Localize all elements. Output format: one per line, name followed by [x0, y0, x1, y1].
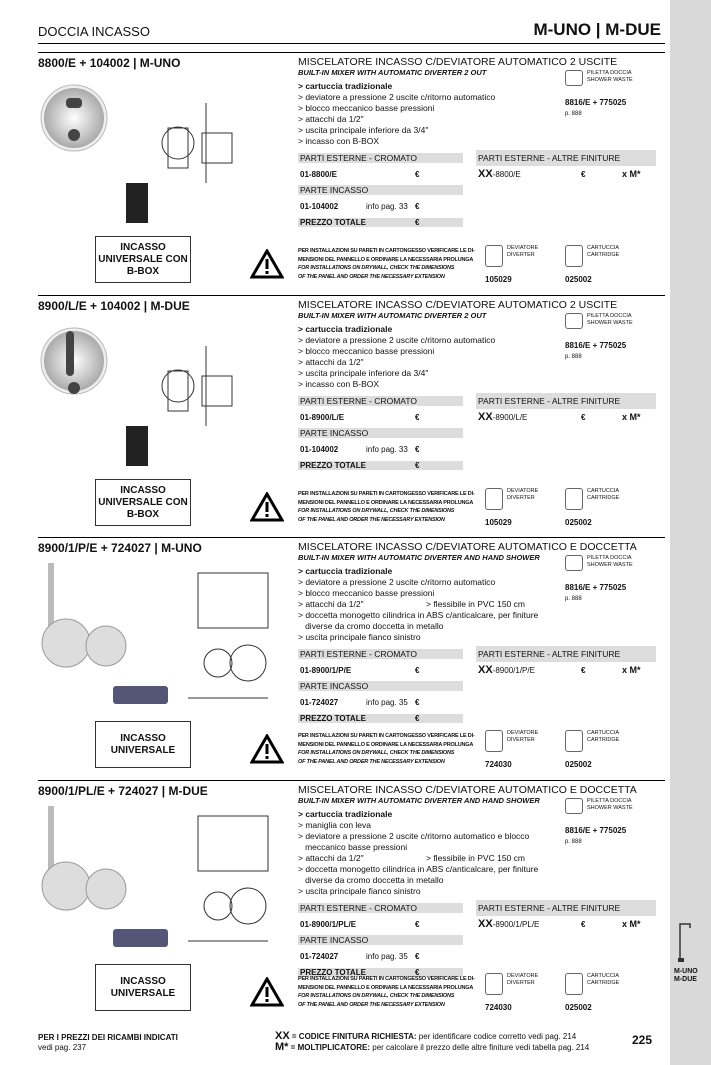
shower-code: 8816/E + 775025 — [565, 98, 627, 107]
cartridge-icon — [565, 973, 583, 995]
shower-waste-icon — [565, 798, 583, 814]
euro-sign: € — [581, 665, 586, 675]
product-title: MISCELATORE INCASSO C/DEVIATORE AUTOMATICO E DOCCETTA — [298, 784, 637, 796]
sidebar-tab — [670, 0, 711, 1065]
warning-text: PER INSTALLAZIONI SU PARETI IN CARTONGESSO VERIFICARE LE DI- — [298, 976, 475, 982]
cartridge-spare — [565, 245, 645, 287]
feature-text: > incasso con B-BOX — [298, 136, 380, 146]
product-section — [38, 295, 665, 538]
feature-text: > attacchi da 1/2" — [298, 357, 364, 367]
euro-sign: € — [415, 444, 420, 454]
warning-text: MENSIONI DEL PANNELLO E ORDINARE LA NECESSARIA PROLUNGA — [298, 984, 474, 991]
cartridge-spare — [565, 730, 645, 772]
feature-text: > uscita principale inferiore da 3/4" — [298, 125, 429, 135]
incasso-code: 01-724027 — [300, 951, 339, 961]
shower-label-en: SHOWER WASTE — [587, 804, 633, 811]
warning-text: MENSIONI DEL PANNELLO E ORDINARE LA NECESSARIA PROLUNGA — [298, 256, 474, 263]
product-section — [38, 537, 665, 780]
cartridge-code: 025002 — [565, 275, 592, 284]
product-subtitle: BUILT-IN MIXER WITH AUTOMATIC DIVERTER AND HAND SHOWER — [298, 553, 540, 562]
price-table — [298, 150, 665, 230]
warning-icon — [250, 977, 284, 1007]
cartridge-label: CARTUCCIA — [587, 730, 619, 736]
shower-label-it: PILETTA DOCCIA — [587, 555, 632, 561]
total-price-label: PREZZO TOTALE — [298, 461, 463, 470]
chrome-code: 01-8900/L/E — [300, 412, 345, 422]
total-price-label: PREZZO TOTALE — [298, 218, 463, 227]
price-table — [298, 900, 665, 980]
diverter-label-en: DIVERTER — [507, 736, 535, 743]
diverter-spare — [485, 245, 565, 287]
feature-text: meccanico basse pressioni — [298, 842, 408, 852]
incasso-badge: INCASSO UNIVERSALE CON B-BOX — [95, 479, 191, 526]
shower-code: 8816/E + 775025 — [565, 341, 627, 350]
multiplier: x M* — [622, 412, 641, 422]
footer-spares-title: PER I PREZZI DEI RICAMBI INDICATI — [38, 1033, 178, 1042]
cartridge-label-en: CARTRIDGE — [587, 494, 620, 501]
euro-sign: € — [415, 951, 420, 961]
chrome-code: 01-8900/1/PL/E — [300, 919, 357, 929]
warning-text-en: FOR INSTALLATIONS ON DRYWALL, CHECK THE DIMENSIONS — [298, 508, 455, 514]
total-price-label: PREZZO TOTALE — [298, 714, 463, 723]
feature-text: > attacchi da 1/2" — [298, 114, 364, 124]
euro-sign: € — [581, 919, 586, 929]
product-drawing — [38, 73, 293, 233]
drywall-warning — [250, 973, 480, 1015]
product-drawing — [38, 558, 293, 718]
feature-item — [298, 379, 665, 390]
product-title: MISCELATORE INCASSO C/DEVIATORE AUTOMATICO 2 USCITE — [298, 56, 618, 68]
euro-sign: € — [415, 919, 420, 929]
product-details — [298, 56, 665, 230]
diverter-code: 724030 — [485, 1003, 512, 1012]
drywall-warning — [250, 730, 480, 772]
cartridge-icon — [565, 245, 583, 267]
price-table — [298, 393, 665, 473]
shower-label-en: SHOWER WASTE — [587, 561, 633, 568]
incasso-code: 01-104002 — [300, 201, 339, 211]
euro-sign: € — [415, 412, 420, 422]
alt-code-text: -8800/E — [492, 170, 521, 179]
euro-sign: € — [415, 217, 420, 227]
diverter-code: 105029 — [485, 518, 512, 527]
diverter-label: DEVIATORE — [507, 973, 539, 979]
cartridge-code: 025002 — [565, 1003, 592, 1012]
product-subtitle: BUILT-IN MIXER WITH AUTOMATIC DIVERTER 2 OUT — [298, 311, 487, 320]
product-code-title: 8800/E + 104002 | M-UNO — [38, 56, 181, 70]
feature-item — [298, 136, 665, 147]
feature-text: > deviatore a pressione 2 uscite c/ritorno automatico — [298, 92, 496, 102]
alt-code — [478, 168, 521, 180]
diverter-label-en: DIVERTER — [507, 494, 535, 501]
drywall-warning — [250, 245, 480, 287]
info-page: info pag. 33 — [366, 444, 408, 454]
cartridge-icon — [565, 730, 583, 752]
other-finishes-header: PARTI ESTERNE - ALTRE FINITURE — [476, 393, 656, 409]
chrome-header: PARTI ESTERNE - CROMATO — [298, 649, 463, 659]
feature-text: > blocco meccanico basse pressioni — [298, 103, 435, 113]
header-divider — [38, 43, 665, 44]
diverter-icon — [485, 245, 503, 267]
warning-text: MENSIONI DEL PANNELLO E ORDINARE LA NECESSARIA PROLUNGA — [298, 499, 474, 506]
product-drawing — [38, 801, 293, 961]
feature-item — [298, 599, 665, 610]
feature-item — [298, 842, 665, 853]
product-code-title: 8900/1/PL/E + 724027 | M-DUE — [38, 784, 208, 798]
shower-label-it: PILETTA DOCCIA — [587, 798, 632, 804]
feature-item — [298, 368, 665, 379]
feature-text: > attacchi da 1/2" — [298, 853, 364, 863]
info-page: info pag. 33 — [366, 201, 408, 211]
feature-text: > blocco meccanico basse pressioni — [298, 346, 435, 356]
incasso-header: PARTE INCASSO — [298, 935, 463, 945]
feature-item — [298, 114, 665, 125]
feature-text: > uscita principale inferiore da 3/4" — [298, 368, 429, 378]
feature-item — [298, 632, 665, 643]
cartridge-code: 025002 — [565, 760, 592, 769]
alt-code-text: -8900/L/E — [492, 413, 528, 422]
shower-waste-icon — [565, 313, 583, 329]
shower-waste-icon — [565, 70, 583, 86]
xx-prefix: XX — [478, 168, 493, 180]
shower-page: p. 888 — [565, 354, 582, 360]
alt-code — [478, 411, 527, 423]
alt-code — [478, 918, 539, 930]
warning-text: PER INSTALLAZIONI SU PARETI IN CARTONGESSO VERIFICARE LE DI- — [298, 733, 475, 739]
diverter-spare — [485, 730, 565, 772]
chrome-code: 01-8900/1/P/E — [300, 665, 352, 675]
footer-spares-page: vedi pag. 237 — [38, 1043, 87, 1052]
feature-text: > doccetta monogetto cilindrica in ABS c/anticalcare, per finiture — [298, 864, 539, 874]
feature-item — [298, 875, 665, 886]
chrome-code: 01-8800/E — [300, 169, 337, 179]
info-page: info pag. 35 — [366, 697, 408, 707]
incasso-header: PARTE INCASSO — [298, 185, 463, 195]
feature-extra: > flessibile in PVC 150 cm — [426, 599, 525, 609]
feature-text: > deviatore a pressione 2 uscite c/ritorno automatico — [298, 335, 496, 345]
cartridge-icon — [565, 488, 583, 510]
legend-m-label: = MOLTIPLICATORE: — [288, 1043, 371, 1052]
euro-sign: € — [581, 169, 586, 179]
feature-text: > maniglia con leva — [298, 820, 372, 830]
feature-text: > uscita principale fianco sinistro — [298, 886, 421, 896]
diverter-label-en: DIVERTER — [507, 979, 535, 986]
feature-item — [298, 864, 665, 875]
warning-icon — [250, 734, 284, 764]
category-title: DOCCIA INCASSO — [38, 24, 150, 39]
multiplier: x M* — [622, 919, 641, 929]
info-page: info pag. 35 — [366, 951, 408, 961]
euro-sign: € — [415, 169, 420, 179]
feature-text: > cartuccia tradizionale — [298, 81, 393, 91]
price-table — [298, 646, 665, 726]
shower-page: p. 888 — [565, 111, 582, 117]
xx-prefix: XX — [478, 918, 493, 930]
product-section — [38, 52, 665, 295]
product-code-title: 8900/1/P/E + 724027 | M-UNO — [38, 541, 202, 555]
feature-text: > deviatore a pressione 2 uscite c/ritorno automatico — [298, 577, 496, 587]
cartridge-spare — [565, 973, 645, 1015]
xx-prefix: XX — [478, 664, 493, 676]
warning-text-en: OF THE PANEL AND ORDER THE NECESSARY EXTENSION — [298, 1001, 445, 1008]
product-title: MISCELATORE INCASSO C/DEVIATORE AUTOMATICO 2 USCITE — [298, 299, 618, 311]
euro-sign: € — [415, 713, 420, 723]
alt-code-text: -8900/1/P/E — [492, 666, 535, 675]
product-details — [298, 541, 665, 726]
multiplier: x M* — [622, 169, 641, 179]
product-section — [38, 780, 665, 1023]
diverter-label: DEVIATORE — [507, 730, 539, 736]
xx-prefix: XX — [478, 411, 493, 423]
warning-text-en: FOR INSTALLATIONS ON DRYWALL, CHECK THE DIMENSIONS — [298, 265, 455, 271]
shower-label-en: SHOWER WASTE — [587, 76, 633, 83]
feature-text: > blocco meccanico basse pressioni — [298, 588, 435, 598]
cartridge-label-en: CARTRIDGE — [587, 979, 620, 986]
diverter-spare — [485, 973, 565, 1015]
diverter-icon — [485, 488, 503, 510]
feature-text: > deviatore a pressione 2 uscite c/ritorno automatico e blocco — [298, 831, 530, 841]
footer-legend — [275, 1031, 620, 1053]
other-finishes-header: PARTI ESTERNE - ALTRE FINITURE — [476, 646, 656, 662]
product-details — [298, 299, 665, 473]
side-label-m-due: M-DUE — [674, 976, 697, 983]
diverter-label: DEVIATORE — [507, 488, 539, 494]
warning-text-en: FOR INSTALLATIONS ON DRYWALL, CHECK THE DIMENSIONS — [298, 993, 455, 999]
multiplier: x M* — [622, 665, 641, 675]
cartridge-code: 025002 — [565, 518, 592, 527]
euro-sign: € — [581, 412, 586, 422]
incasso-badge: INCASSO UNIVERSALE — [95, 721, 191, 768]
cartridge-label-en: CARTRIDGE — [587, 736, 620, 743]
alt-code — [478, 664, 535, 676]
feature-item — [298, 886, 665, 897]
shower-label-it: PILETTA DOCCIA — [587, 70, 632, 76]
shower-code: 8816/E + 775025 — [565, 583, 627, 592]
legend-xx: XX — [275, 1030, 290, 1042]
feature-item — [298, 610, 665, 621]
page-number: 225 — [632, 1033, 653, 1047]
feature-text: > uscita principale fianco sinistro — [298, 632, 421, 642]
shower-code: 8816/E + 775025 — [565, 826, 627, 835]
feature-text: > cartuccia tradizionale — [298, 566, 393, 576]
cartridge-spare — [565, 488, 645, 530]
warning-text-en: OF THE PANEL AND ORDER THE NECESSARY EXTENSION — [298, 273, 445, 280]
diverter-code: 105029 — [485, 275, 512, 284]
product-subtitle: BUILT-IN MIXER WITH AUTOMATIC DIVERTER 2 OUT — [298, 68, 487, 77]
legend-m: M* — [275, 1041, 289, 1053]
warning-text: MENSIONI DEL PANNELLO E ORDINARE LA NECESSARIA PROLUNGA — [298, 741, 474, 748]
legend-xx-text: per identificare codice corretto vedi pag. 214 — [416, 1032, 577, 1041]
diverter-label: DEVIATORE — [507, 245, 539, 251]
series-title: M-UNO | M-DUE — [533, 20, 661, 39]
feature-item — [298, 621, 665, 632]
shower-waste-icon — [565, 555, 583, 571]
other-finishes-header: PARTI ESTERNE - ALTRE FINITURE — [476, 900, 656, 916]
footer-spares-note — [38, 1033, 178, 1053]
euro-sign: € — [415, 697, 420, 707]
chrome-header: PARTI ESTERNE - CROMATO — [298, 396, 463, 406]
side-label-m-uno: M-UNO — [674, 968, 698, 975]
incasso-badge: INCASSO UNIVERSALE CON B-BOX — [95, 236, 191, 283]
feature-extra: > flessibile in PVC 150 cm — [426, 853, 525, 863]
cartridge-label-en: CARTRIDGE — [587, 251, 620, 258]
product-title: MISCELATORE INCASSO C/DEVIATORE AUTOMATICO E DOCCETTA — [298, 541, 637, 553]
product-details — [298, 784, 665, 980]
warning-icon — [250, 249, 284, 279]
feature-item — [298, 125, 665, 136]
legend-m-text: per calcolare il prezzo delle altre finiture vedi tabella pag. 214 — [370, 1043, 590, 1052]
feature-text: > attacchi da 1/2" — [298, 599, 364, 609]
incasso-code: 01-104002 — [300, 444, 339, 454]
product-code-title: 8900/L/E + 104002 | M-DUE — [38, 299, 190, 313]
chrome-header: PARTI ESTERNE - CROMATO — [298, 153, 463, 163]
alt-code-text: -8900/1/PL/E — [492, 920, 540, 929]
feature-text: diverse da cromo doccetta in metallo — [298, 875, 444, 885]
shower-label-en: SHOWER WASTE — [587, 319, 633, 326]
total-price-label: PREZZO TOTALE — [298, 968, 463, 977]
euro-sign: € — [415, 201, 420, 211]
warning-text-en: OF THE PANEL AND ORDER THE NECESSARY EXTENSION — [298, 758, 445, 765]
feature-text: > incasso con B-BOX — [298, 379, 380, 389]
feature-item — [298, 853, 665, 864]
diverter-icon — [485, 730, 503, 752]
euro-sign: € — [415, 967, 420, 977]
chrome-header: PARTI ESTERNE - CROMATO — [298, 903, 463, 913]
shower-label-it: PILETTA DOCCIA — [587, 313, 632, 319]
legend-xx-label: = CODICE FINITURA RICHIESTA: — [289, 1032, 417, 1041]
diverter-icon — [485, 973, 503, 995]
warning-text: PER INSTALLAZIONI SU PARETI IN CARTONGESSO VERIFICARE LE DI- — [298, 491, 475, 497]
euro-sign: € — [415, 665, 420, 675]
euro-sign: € — [415, 460, 420, 470]
feature-text: diverse da cromo doccetta in metallo — [298, 621, 444, 631]
feature-item — [298, 357, 665, 368]
incasso-header: PARTE INCASSO — [298, 428, 463, 438]
incasso-header: PARTE INCASSO — [298, 681, 463, 691]
faucet-icon — [676, 918, 694, 962]
cartridge-label: CARTUCCIA — [587, 245, 619, 251]
feature-text: > cartuccia tradizionale — [298, 324, 393, 334]
product-subtitle: BUILT-IN MIXER WITH AUTOMATIC DIVERTER AND HAND SHOWER — [298, 796, 540, 805]
incasso-code: 01-724027 — [300, 697, 339, 707]
diverter-code: 724030 — [485, 760, 512, 769]
other-finishes-header: PARTI ESTERNE - ALTRE FINITURE — [476, 150, 656, 166]
cartridge-label: CARTUCCIA — [587, 488, 619, 494]
cartridge-label: CARTUCCIA — [587, 973, 619, 979]
diverter-spare — [485, 488, 565, 530]
feature-text: > cartuccia tradizionale — [298, 809, 393, 819]
diverter-label-en: DIVERTER — [507, 251, 535, 258]
warning-icon — [250, 492, 284, 522]
warning-text: PER INSTALLAZIONI SU PARETI IN CARTONGESSO VERIFICARE LE DI- — [298, 248, 475, 254]
warning-text-en: OF THE PANEL AND ORDER THE NECESSARY EXTENSION — [298, 516, 445, 523]
feature-text: > doccetta monogetto cilindrica in ABS c/anticalcare, per finiture — [298, 610, 539, 620]
shower-page: p. 888 — [565, 839, 582, 845]
product-drawing — [38, 316, 293, 476]
drywall-warning — [250, 488, 480, 530]
warning-text-en: FOR INSTALLATIONS ON DRYWALL, CHECK THE DIMENSIONS — [298, 750, 455, 756]
incasso-badge: INCASSO UNIVERSALE — [95, 964, 191, 1011]
shower-page: p. 888 — [565, 596, 582, 602]
